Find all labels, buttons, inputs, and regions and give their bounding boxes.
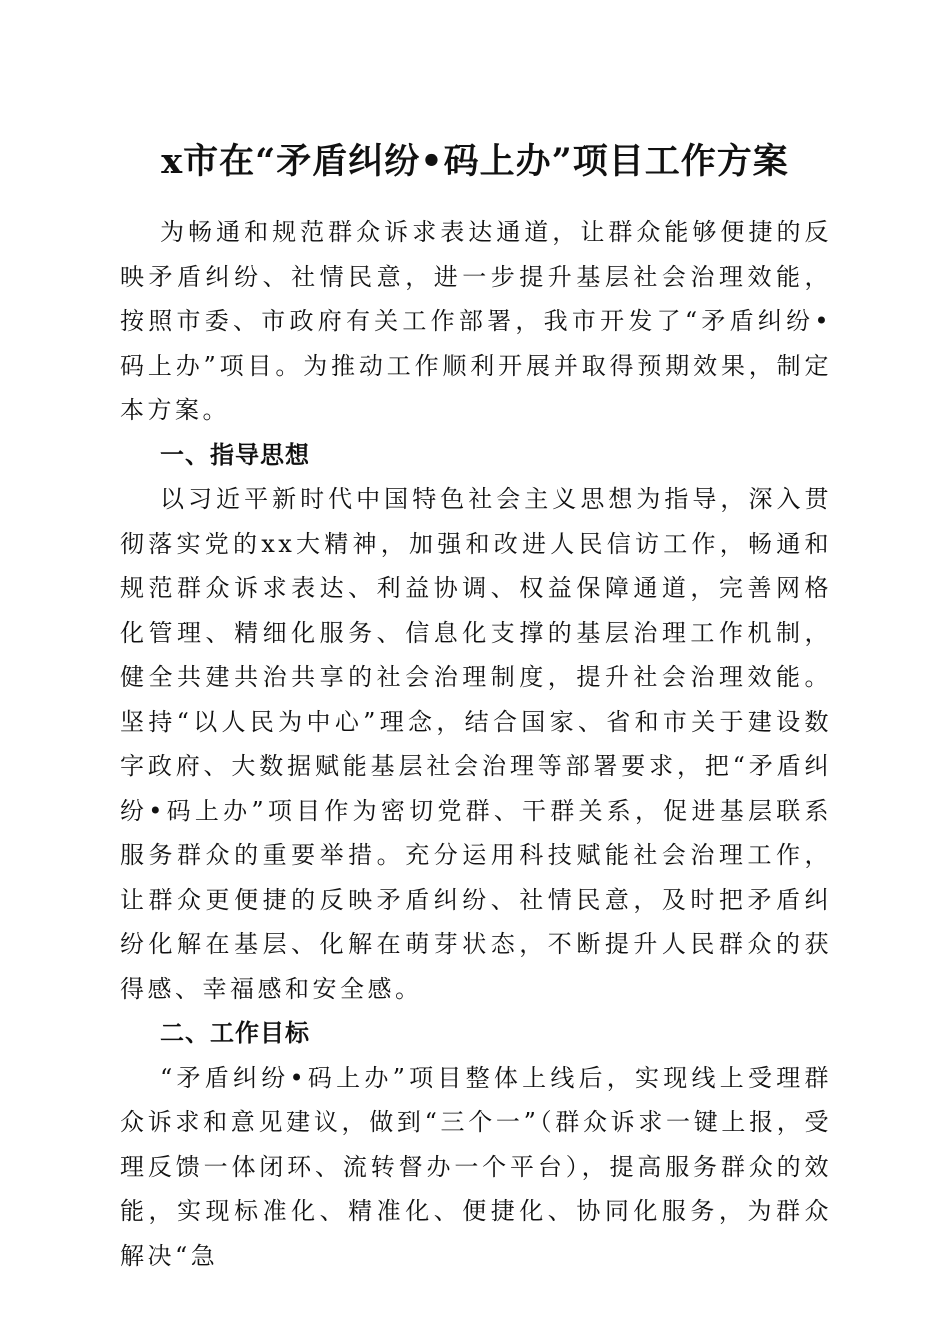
section-heading-work-goals: 二、工作目标 — [160, 1019, 310, 1047]
document-body — [120, 210, 832, 1278]
intro-paragraph: 为畅通和规范群众诉求表达通道，让群众能够便捷的反映矛盾纠纷、社情民意，进一步提升基层社会治理效能，按照市委、市政府有关工作部署，我市开发了“矛盾纠纷•码上办”项目。为推动工作顺利开展并取得预期效果，制定本方案。 — [120, 218, 832, 424]
section-paragraph-work-goals: “矛盾纠纷•码上办”项目整体上线后，实现线上受理群众诉求和意见建议，做到“三个一”（群众诉求一键上报，受理反馈一体闭环、流转督办一个平台），提高服务群众的效能，实现标准化、精准化、便捷化、协同化服务，为群众解决“急 — [120, 1063, 832, 1270]
document-title: x市在“矛盾纠纷•码上办”项目工作方案 — [161, 141, 789, 182]
section-heading-guiding-ideology: 一、指导思想 — [160, 440, 310, 469]
section-paragraph-guiding-ideology: 以习近平新时代中国特色社会主义思想为指导，深入贯彻落实党的xx大精神，加强和改进人民信访工作，畅通和规范群众诉求表达、利益协调、权益保障通道，完善网格化管理、精细化服务、信息化支撑的基层治理工作机制，健全共建共治共享的社会治理制度，提升社会治理效能。坚持“以人民为中心”理念，结合国家、省和市关于建设数字政府、大数据赋能基层社会治理等部署要求，把“矛盾纠纷•码上办”项目作为密切党群、干群关系，促进基层联系服务群众的重要举措。充分运用科技赋能社会治理工作，让群众更便捷的反映矛盾纠纷、社情民意，及时把矛盾纠纷化解在基层、化解在萌芽状态，不断提升人民群众的获得感、幸福感和安全感。 — [120, 485, 832, 1003]
